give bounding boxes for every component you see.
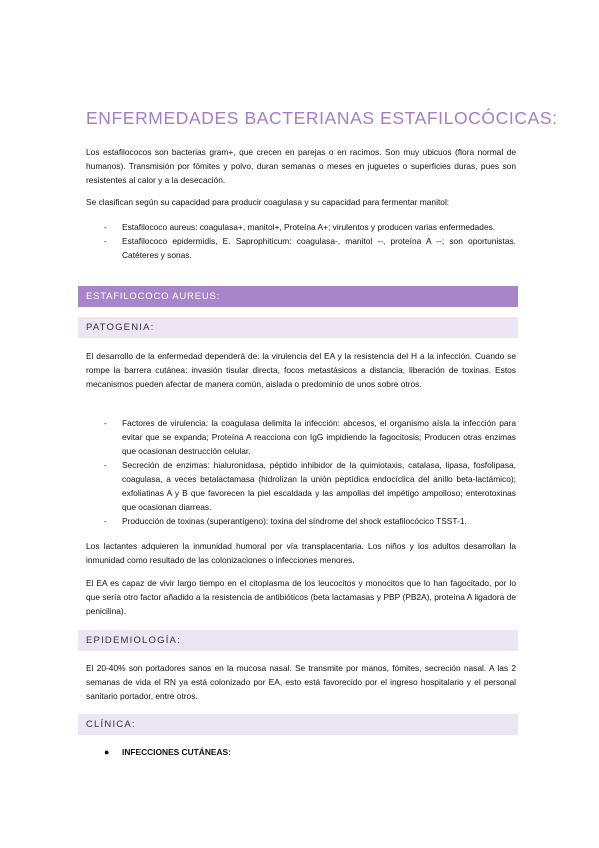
list-item: - Estafilococo epidermidis, E. Saprophiticum: coagulasa-, manitol --, proteína A --; son oportunistas. Catéteres y sonas. [104,236,516,260]
list-item: - Producción de toxinas (superantígeno): toxina del síndrome del shock estafilocócico TSST-1. [104,516,467,526]
document-title: ENFERMEDADES BACTERIANAS ESTAFILOCÓCICAS: [86,108,558,128]
subsection-header-clinica: CLÍNICA: [78,714,518,735]
dash-bullet-icon: - [104,222,107,232]
list-item: - Secreción de enzimas: hialuronidasa, péptido inhibidor de la quimiotaxis, catalasa, lipasa, fosfolipasa, coagulasa, a veces betalactamasa (hidrolizan la unión peptídica endocíclica del anillo beta-lactámico); exfoliatinas A y B que favorecen la piel escaldada y las ampollas del impétigo ampolloso; enterotoxinas que ocasionan diarreas. [104,460,516,512]
clinica-list [86,745,516,759]
dash-bullet-icon: - [104,460,107,470]
classification-paragraph: Se clasifican según su capacidad para producir coagulasa y su capacidad para fermentar manitol: [86,197,450,207]
patogenia-paragraph: El desarrollo de la enfermedad dependerá de: la virulencia del EA y la resistencia del H a la infección. Cuando se rompe la barrera cutánea: invasión tisular directa, focos metastásicos a distancia, liberación de toxinas. Estos mecanismos pueden afectar de manera común, aislada o predominio de unos sobre otros. [86,351,516,389]
epidemiologia-paragraph: El 20-40% son portadores sanos en la mucosa nasal. Se transmite por manos, fómites, secreción nasal. A las 2 semanas de vida el RN ya está colonizado por EA, esto está favorecido por el ingreso hospitalario y el personal sanitario portador, entre otros. [86,663,516,701]
inmunidad-paragraph: Los lactantes adquieren la inmunidad humoral por vía transplacentaria. Los niños y los adultos desarrollan la inmunidad como resultado de las colonizaciones o infecciones menores. [86,541,516,565]
classification-list [86,220,516,262]
patogenia-list [86,416,516,528]
subsection-header-patogenia: PATOGENIA: [78,317,518,338]
dot-bullet-icon: ● [104,747,110,757]
dash-bullet-icon: - [104,516,107,526]
intro-paragraph: Los estafilococos son bacterias gram+, que crecen en parejas o en racimos. Son muy ubicuos (flora normal de humanos). Transmisión por fómites y polvo, duran semanas o meses en juguetes o superficies duras, pues son resistentes al calor y a la desecación. [86,147,516,185]
list-item: - Factores de virulencia: la coagulasa delimita la infección: abcesos, el organismo aísla la infección para evitar que se expanda; Proteína A reacciona con IgG impidiendo la fagocitosis; Producen otras enzimas que ocasionan destrucción celular. [104,418,516,456]
subsection-header-epidemiologia: EPIDEMIOLOGÍA: [78,630,518,651]
list-item: - Estafilococo aureus: coagulasa+, manitol+, Proteína A+; virulentos y producen varias enfermedades. [104,222,496,232]
list-item: ● INFECCIONES CUTÁNEAS: [104,747,231,757]
section-header-aureus: ESTAFILOCOCO AUREUS: [78,286,518,307]
resistencia-paragraph: El EA es capaz de vivir largo tiempo en el citoplasma de los leucocitos y monocitos que lo han fagocitado, por lo que sería otro factor añadido a la resistencia de antibióticos (beta lactamasas y PBP (PB2A), proteína A ligadora de penicilina). [86,578,516,616]
dash-bullet-icon: - [104,236,107,246]
dash-bullet-icon: - [104,418,107,428]
